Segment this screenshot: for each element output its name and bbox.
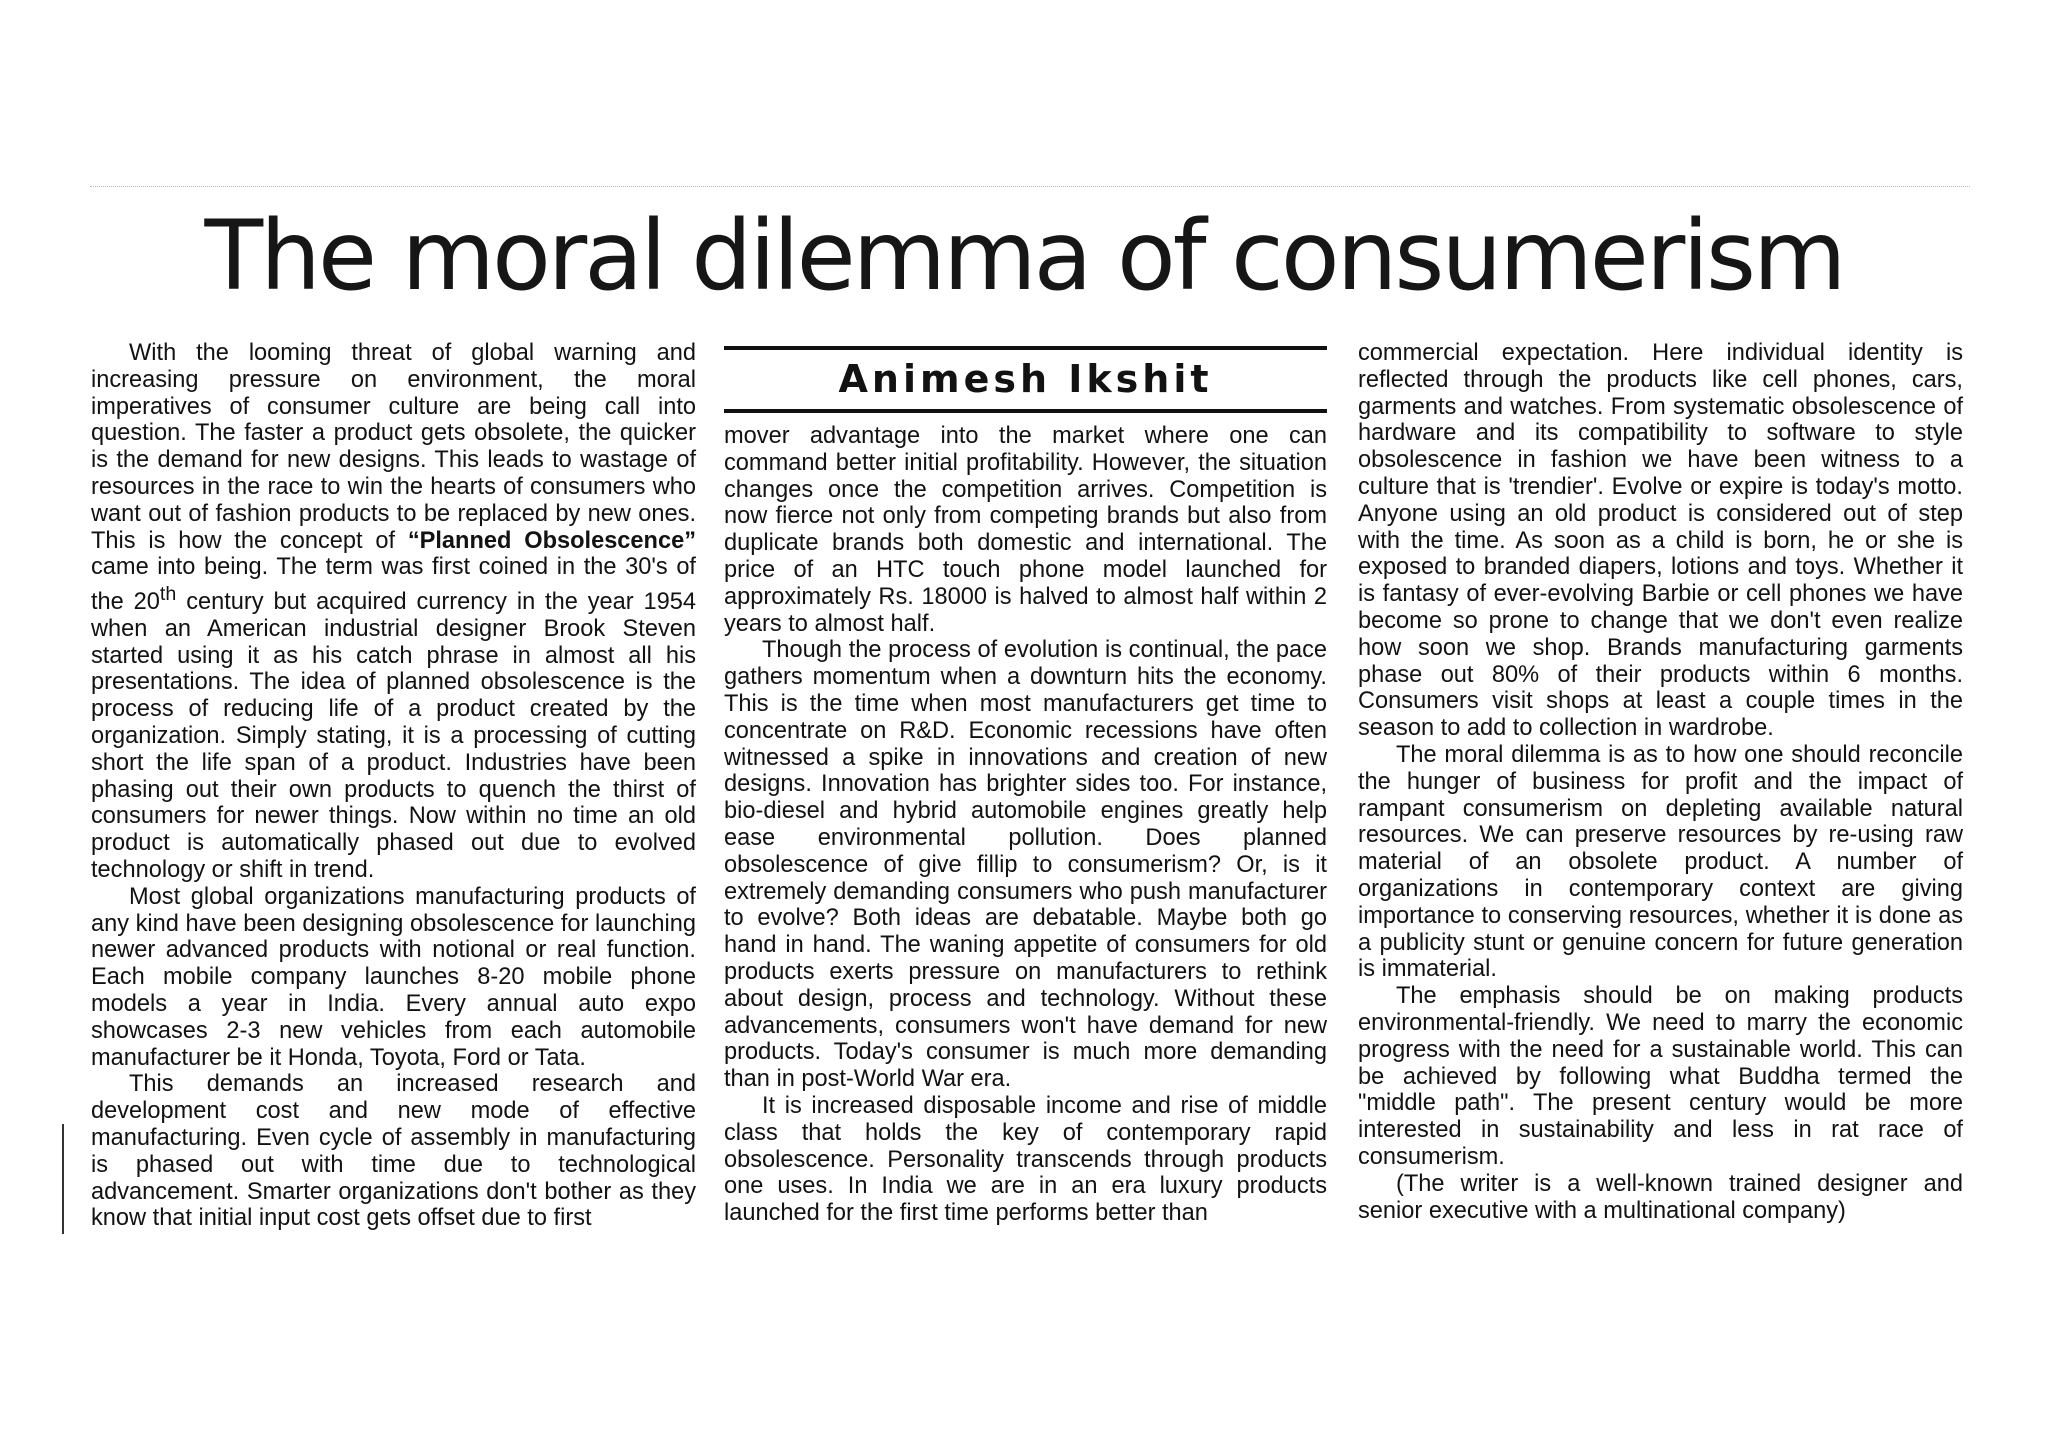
col2-paragraph-3: It is increased disposable income and rise of middle class that holds the key of contemporary rapid obsolescence. Personality transcends through products one uses. In India we are in an era luxury products launched for the first time performs better than	[724, 1092, 1327, 1227]
col3-paragraph-1: commercial expectation. Here individual identity is reflected through the products like cell phones, cars, garments and watches. From systematic obsolescence of hardware and its compatibility to software to style obsolescence in fashion we have been witness to a culture that is 'trendier'. Evolve or expire is today's motto. Anyone using an old product is considered out of step with the time. As soon as a child is born, he or she is exposed to branded diapers, lotions and toys. Whether it is fantasy of ever-evolving Barbie or cell phones we have become so prone to change that we don't even realize how soon we shop. Brands manufacturing garments phase out 80% of their products within 6 months. Consumers visit shops at least a couple times in the season to add to collection in wardrobe.	[1358, 340, 1963, 742]
byline-box	[724, 346, 1327, 413]
writer-note: (The writer is a well-known trained designer and senior executive with a multinational company)	[1358, 1170, 1963, 1224]
col1-paragraph-2: Most global organizations manufacturing products of any kind have been designing obsolescence for launching newer advanced products with notional or real function. Each mobile company launches 8-20 mobile phone models a year in India. Every annual auto expo showcases 2-3 new vehicles from each automobile manufacturer be it Honda, Toyota, Ford or Tata.	[91, 883, 696, 1071]
margin-mark	[62, 1124, 64, 1234]
col1-p1-text-a: With the looming threat of global warning and increasing pressure on environment, the moral imperatives of consumer culture are being call into question. The faster a product gets obsolete, the quicker is the demand for new designs. This leads to wastage of resources in the race to win the hearts of consumers who want out of fashion products to be replaced by new ones. This is how the concept of	[91, 340, 696, 554]
col1-p1-text-c: century but acquired currency in the year 1954 when an American industrial designer Brook Steven started using it as his catch phrase in almost all his presentations. The idea of planned obsolescence is the process of reducing life of a product created by the organization. Simply stating, it is a processing of cutting short the life span of a product. Industries have been phasing out their own products to quench the thirst of consumers for newer things. Now within no time an old product is automatically phased out due to evolved technology or shift in trend.	[91, 589, 696, 883]
column-2	[724, 342, 1327, 1227]
col1-p1-text-b: came into being. The term was first coined in the 30's of the 20	[91, 554, 696, 616]
col2-paragraph-2: Though the process of evolution is continual, the pace gathers momentum when a downturn hits the economy. This is the time when most manufacturers get time to concentrate on R&D. Economic recessions have often witnessed a spike in innovations and creation of new designs. Innovation has brighter sides too. For instance, bio-diesel and hybrid automobile engines greatly help ease environmental pollution. Does planned obsolescence of give fillip to consumerism? Or, is it extremely demanding consumers who push manufacturer to evolve? Both ideas are debatable. Maybe both go hand in hand. The waning appetite of consumers for old products exerts pressure on manufacturers to rethink about design, process and technology. Without these advancements, consumers won't have demand for new products. Today's consumer is much more demanding than in post-World War era.	[724, 637, 1327, 1093]
headline: The moral dilemma of consumerism	[204, 200, 1844, 312]
col1-paragraph-1	[91, 340, 696, 884]
planned-obsolescence-term: “Planned Obsolescence”	[407, 527, 697, 554]
col2-paragraph-1: mover advantage into the market where one can command better initial profitability. However, the situation changes once the competition arrives. Competition is now fierce not only from competing brands but also from duplicate brands both domestic and international. The price of an HTC touch phone model launched for approximately Rs. 18000 is halved to almost half within 2 years to almost half.	[724, 423, 1327, 637]
byline: Animesh Ikshit	[838, 357, 1213, 401]
column-3	[1358, 340, 1963, 1224]
col3-paragraph-2: The moral dilemma is as to how one should reconcile the hunger of business for profit and the impact of rampant consumerism on depleting available natural resources. We can preserve resources by re-using raw material of an obsolete product. A number of organizations in contemporary context are giving importance to conserving resources, whether it is done as a publicity stunt or genuine concern for future generation is immaterial.	[1358, 741, 1963, 983]
col1-p1-superscript: th	[159, 583, 177, 606]
column-1	[91, 340, 696, 1232]
top-divider	[90, 186, 1970, 187]
col3-paragraph-3: The emphasis should be on making products environmental-friendly. We need to marry the economic progress with the need for a sustainable world. This can be achieved by following what Buddha termed the "middle path". The present century would be more interested in sustainability and less in rat race of consumerism.	[1358, 983, 1963, 1170]
col1-paragraph-3: This demands an increased research and development cost and new mode of effective manufacturing. Even cycle of assembly in manufacturing is phased out with time due to technological advancement. Smarter organizations don't bother as they know that initial input cost gets offset due to first	[91, 1071, 696, 1232]
